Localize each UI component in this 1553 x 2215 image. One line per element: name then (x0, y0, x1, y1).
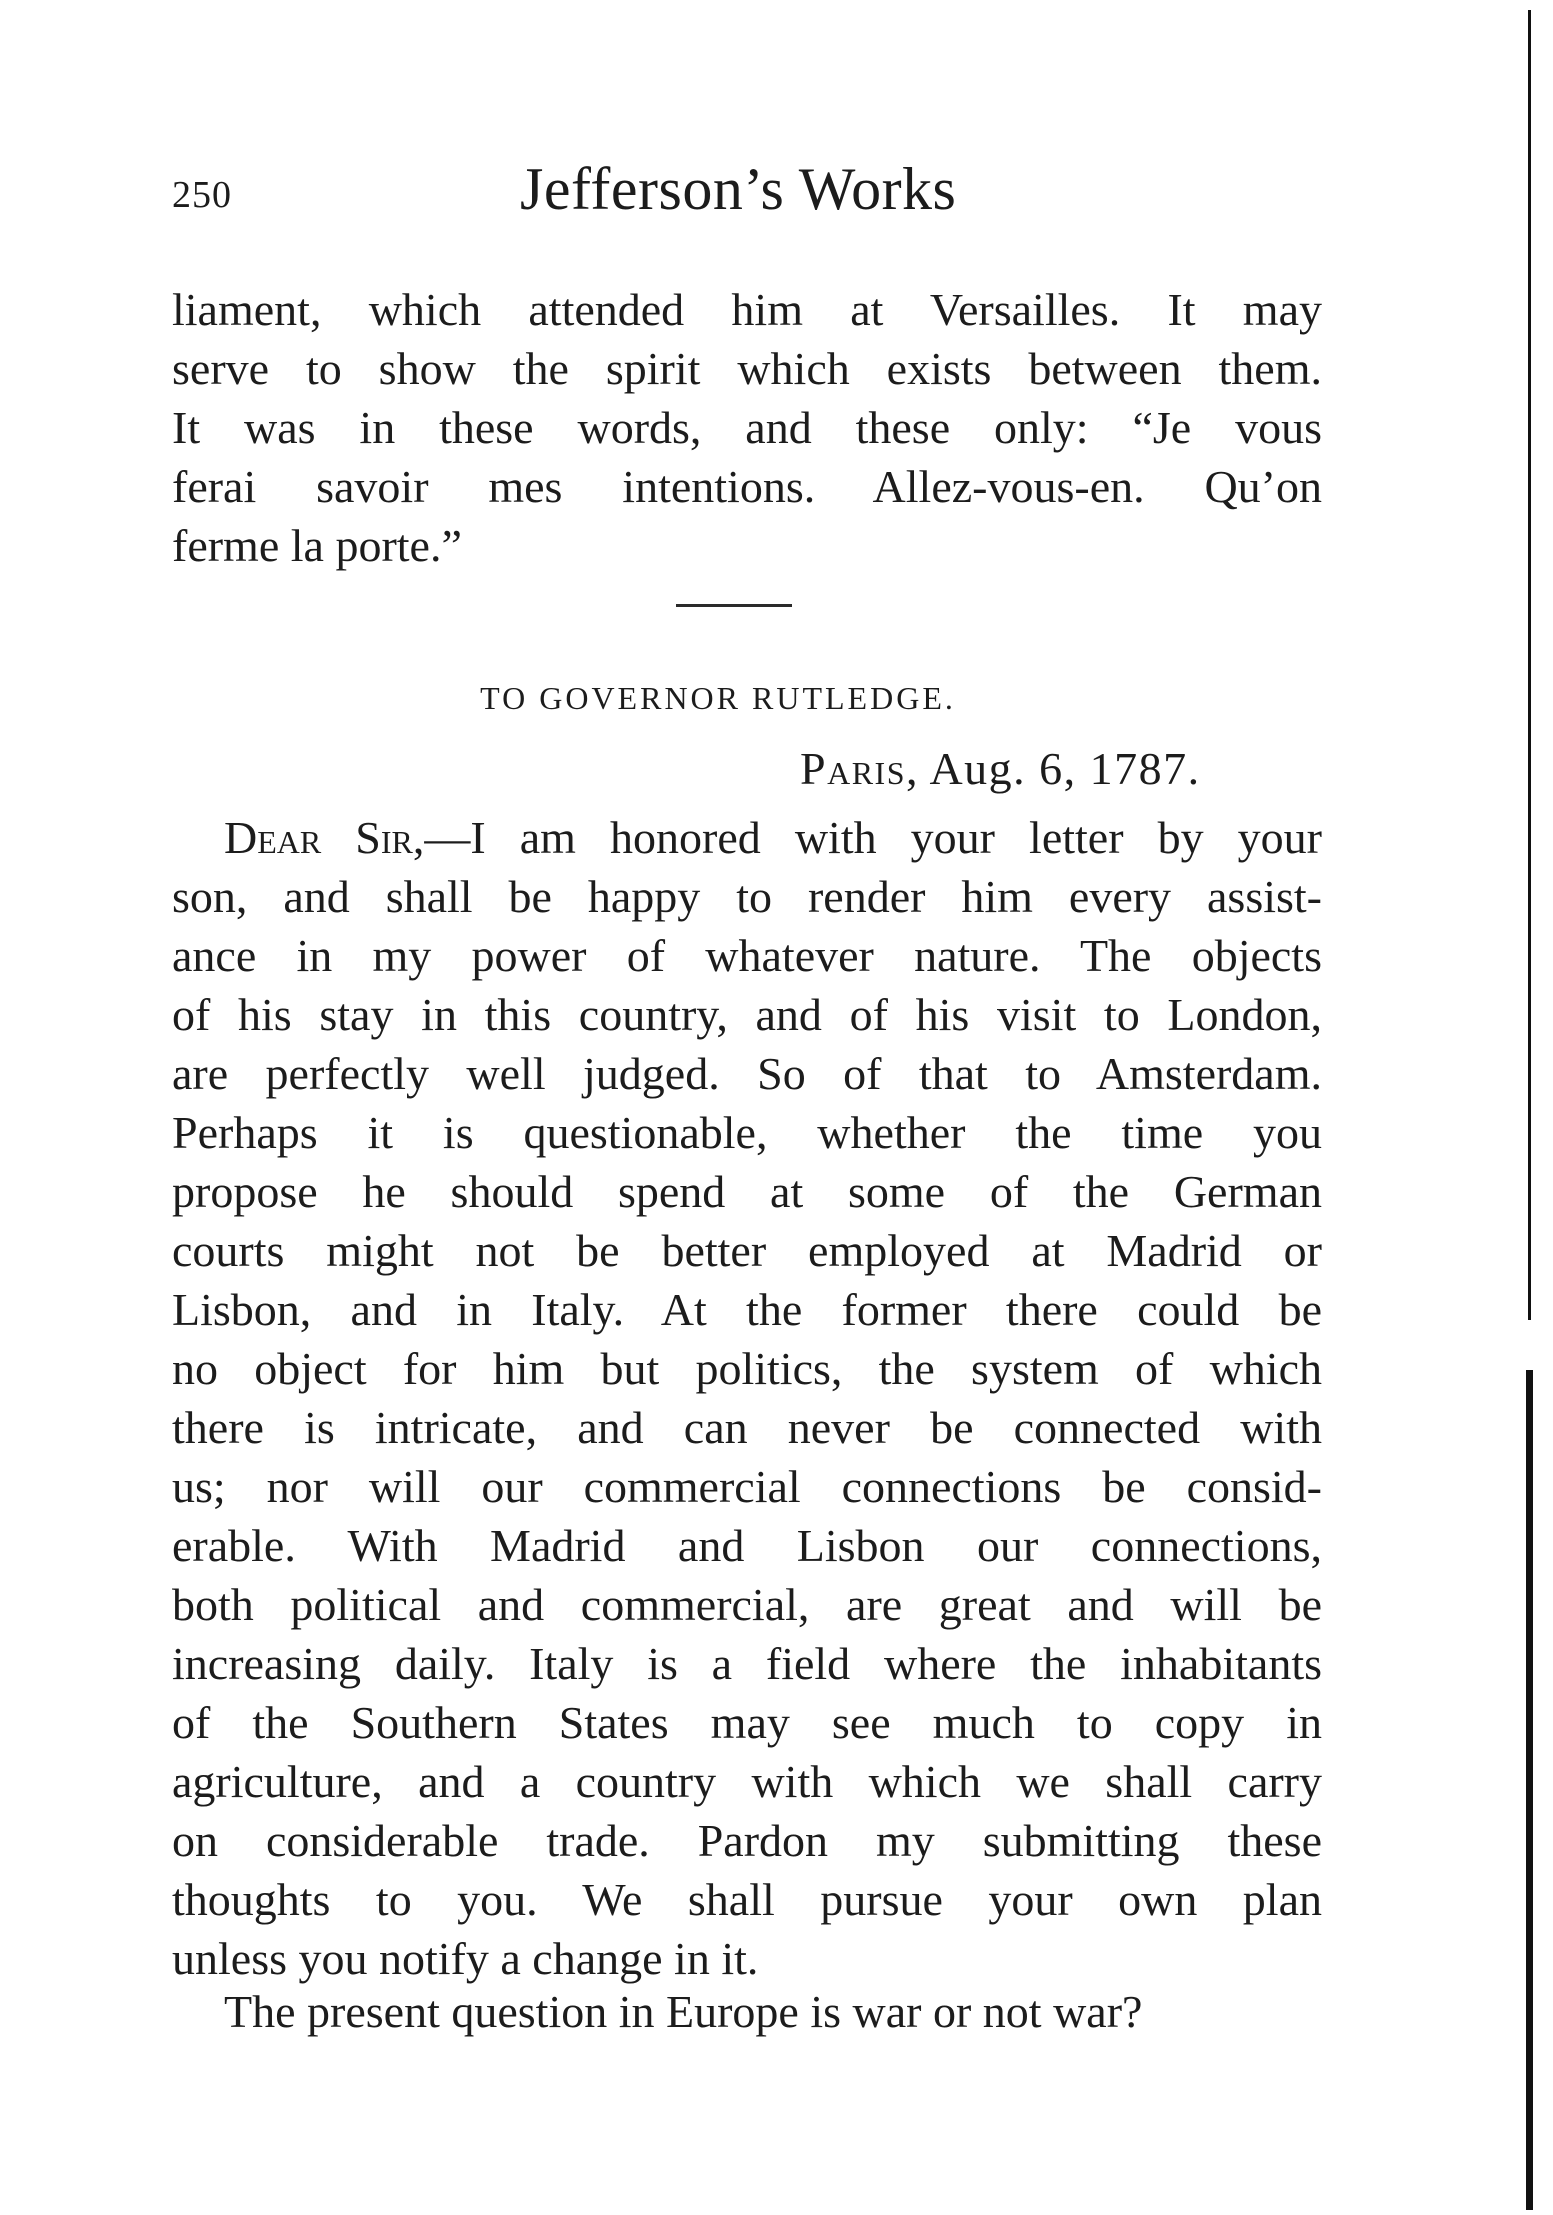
text-line: son, and shall be happy to render him every assist- (172, 871, 1322, 922)
text-line: It was in these words, and these only: “Je vous (172, 402, 1322, 453)
text-line: ferai savoir mes intentions. Allez-vous-en. Qu’on (172, 461, 1322, 512)
page-number: 250 (172, 174, 232, 216)
text-line: erable. With Madrid and Lisbon our connections, (172, 1520, 1322, 1571)
text-line: courts might not be better employed at Madrid or (172, 1225, 1322, 1276)
running-title: Jefferson’s Works (520, 156, 957, 222)
letter-paragraph-1 (172, 808, 1322, 1988)
text-line: unless you notify a change in it. (172, 1933, 759, 1984)
letter-dateline (800, 742, 1201, 795)
text-line: there is intricate, and can never be connected with (172, 1402, 1322, 1453)
letter-paragraph-2 (172, 1982, 1322, 2041)
page-header (172, 155, 1322, 235)
text-line: of his stay in this country, and of his visit to London, (172, 989, 1322, 1040)
dateline-place: Paris (800, 743, 906, 794)
page-edge-shadow (1528, 10, 1531, 1320)
text-line: both political and commercial, are great and will be (172, 1579, 1322, 1630)
text-line: liament, which attended him at Versailles. It may (172, 284, 1322, 335)
text-line: agriculture, and a country with which we shall carry (172, 1756, 1322, 1807)
page-edge-shadow (1526, 1370, 1533, 2210)
continuation-paragraph (172, 280, 1322, 575)
text-line: ferme la porte.” (172, 520, 462, 571)
salutation-line-text: ,—I am honored with your letter by your (412, 812, 1322, 863)
text-line: increasing daily. Italy is a field where the inhabitants (172, 1638, 1322, 1689)
salutation: Dear Sir (224, 812, 413, 863)
text-line: of the Southern States may see much to copy in (172, 1697, 1322, 1748)
text-line: Perhaps it is questionable, whether the time you (172, 1107, 1322, 1158)
text-line: thoughts to you. We shall pursue your own plan (172, 1874, 1322, 1925)
text-line: The present question in Europe is war or not war? (224, 1986, 1143, 2037)
letter-heading: TO GOVERNOR RUTLEDGE. (480, 680, 956, 716)
text-line: propose he should spend at some of the German (172, 1166, 1322, 1217)
dateline-date: , Aug. 6, 1787. (906, 743, 1201, 794)
salutation-line (172, 808, 1322, 867)
text-line: on considerable trade. Pardon my submitting these (172, 1815, 1322, 1866)
section-divider (676, 604, 792, 607)
text-line: ance in my power of whatever nature. The objects (172, 930, 1322, 981)
text-line: Lisbon, and in Italy. At the former there could be (172, 1284, 1322, 1335)
text-line: serve to show the spirit which exists between them. (172, 343, 1322, 394)
text-line: no object for him but politics, the system of which (172, 1343, 1322, 1394)
text-line: are perfectly well judged. So of that to Amsterdam. (172, 1048, 1322, 1099)
text-line: us; nor will our commercial connections be consid- (172, 1461, 1322, 1512)
